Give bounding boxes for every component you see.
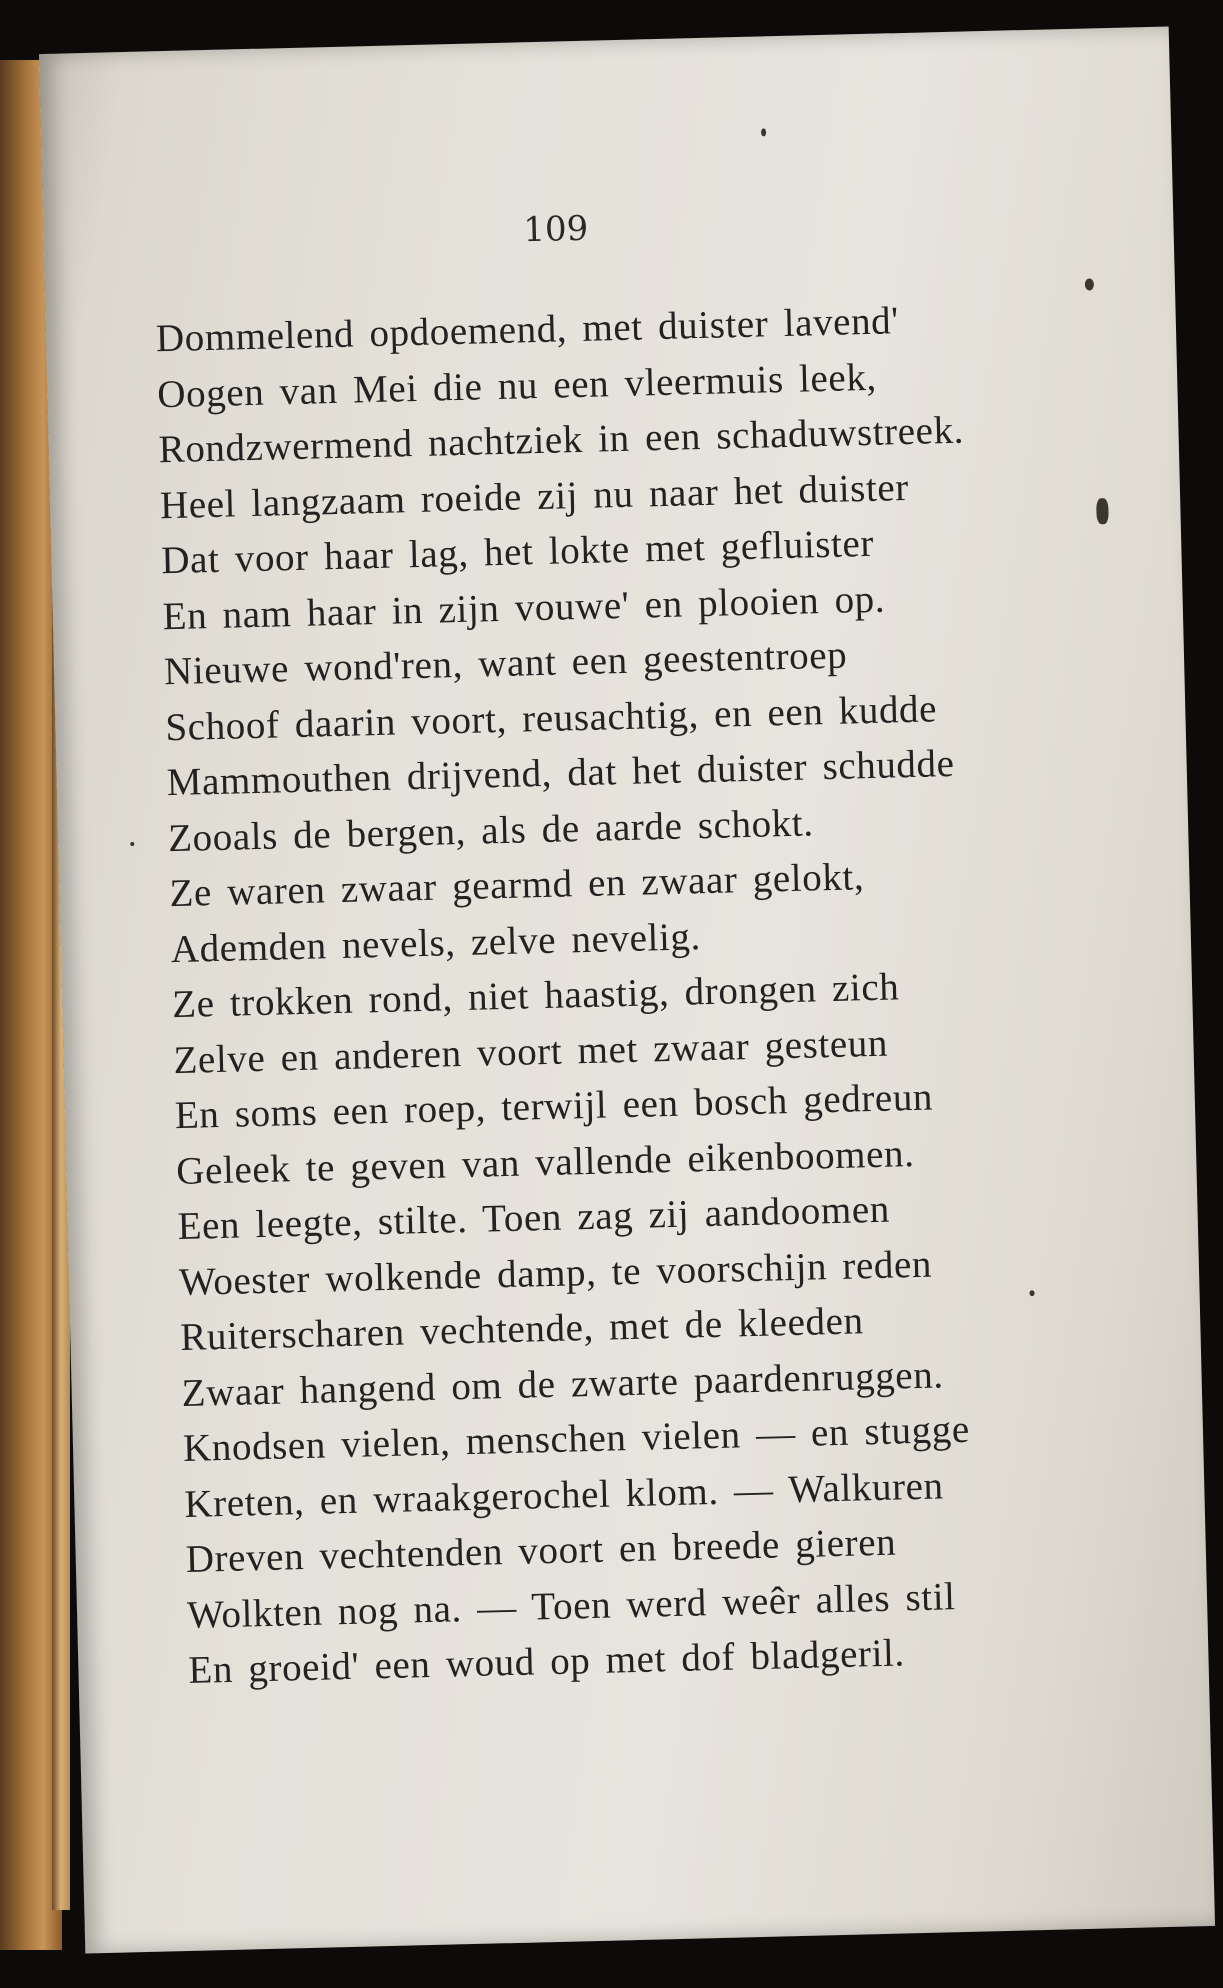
poem-line: Zelve en anderen voort met zwaar gesteun [173, 1021, 889, 1082]
poem-line: Wolkten nog na. — Toen werd weêr alles stil [186, 1574, 957, 1637]
poem-line: Nieuwe wond'ren, want een geestentroep [163, 633, 848, 694]
poem-line: Oogen van Mei die nu een vleermuis leek, [156, 355, 878, 416]
poem-line: Woester wolkende damp, te voorschijn reden [178, 1242, 933, 1304]
poem-line: Geleek te geven van vallende eikenboomen. [175, 1131, 915, 1193]
foxing-spot [761, 128, 766, 136]
poem-line: En soms een roep, terwijl een bosch gedreun [174, 1075, 934, 1138]
foxing-spot [1029, 1290, 1034, 1296]
page-number: 109 [522, 208, 589, 251]
foxing-spot [1096, 498, 1109, 524]
poem-line: Zooals de bergen, als de aarde schokt. [167, 800, 815, 860]
poem-line: Heel langzaam roeide zij nu naar het duister [159, 465, 910, 527]
poem-line: Dreven vechtenden voort en breede gieren [185, 1520, 897, 1581]
poem-line: Ademden nevels, zelve nevelig. [170, 914, 702, 971]
poem-line: Knodsen vielen, menschen vielen — en stugge [182, 1407, 971, 1470]
poem-line: Schoof daarin voort, reusachtig, en een kudde [164, 686, 938, 749]
poem-line: Kreten, en wraakgerochel klom. — Walkuren [183, 1463, 945, 1526]
poem-line: Mammouthen drijvend, dat het duister schudde [166, 741, 955, 805]
book-page [39, 26, 1215, 1953]
poem-line: En nam haar in zijn vouwe' en plooien op. [162, 577, 886, 638]
poem-line: Ruiterscharen vechtende, met de kleeden [179, 1299, 865, 1360]
poem-line: En groeid' een woud op met dof bladgeril. [187, 1631, 906, 1692]
poem-line: Ze waren zwaar gearmd en zwaar gelokt, [168, 855, 865, 916]
poem-line: Ze trokken rond, niet haastig, drongen zich [171, 965, 900, 1027]
poem-line: Dommelend opdoemend, met duister lavend' [155, 299, 900, 361]
foxing-spot [130, 842, 134, 846]
poem-line: Zwaar hangend om de zwarte paardenruggen. [181, 1352, 945, 1415]
poem-line: Rondzwermend nachtziek in een schaduwstreek. [158, 408, 965, 472]
poem-line: Dat voor haar lag, het lokte met gefluister [160, 521, 875, 583]
poem-line: Een leegte, stilte. Toen zag zij aandoomen [177, 1187, 891, 1249]
poem-text [155, 287, 1169, 1698]
